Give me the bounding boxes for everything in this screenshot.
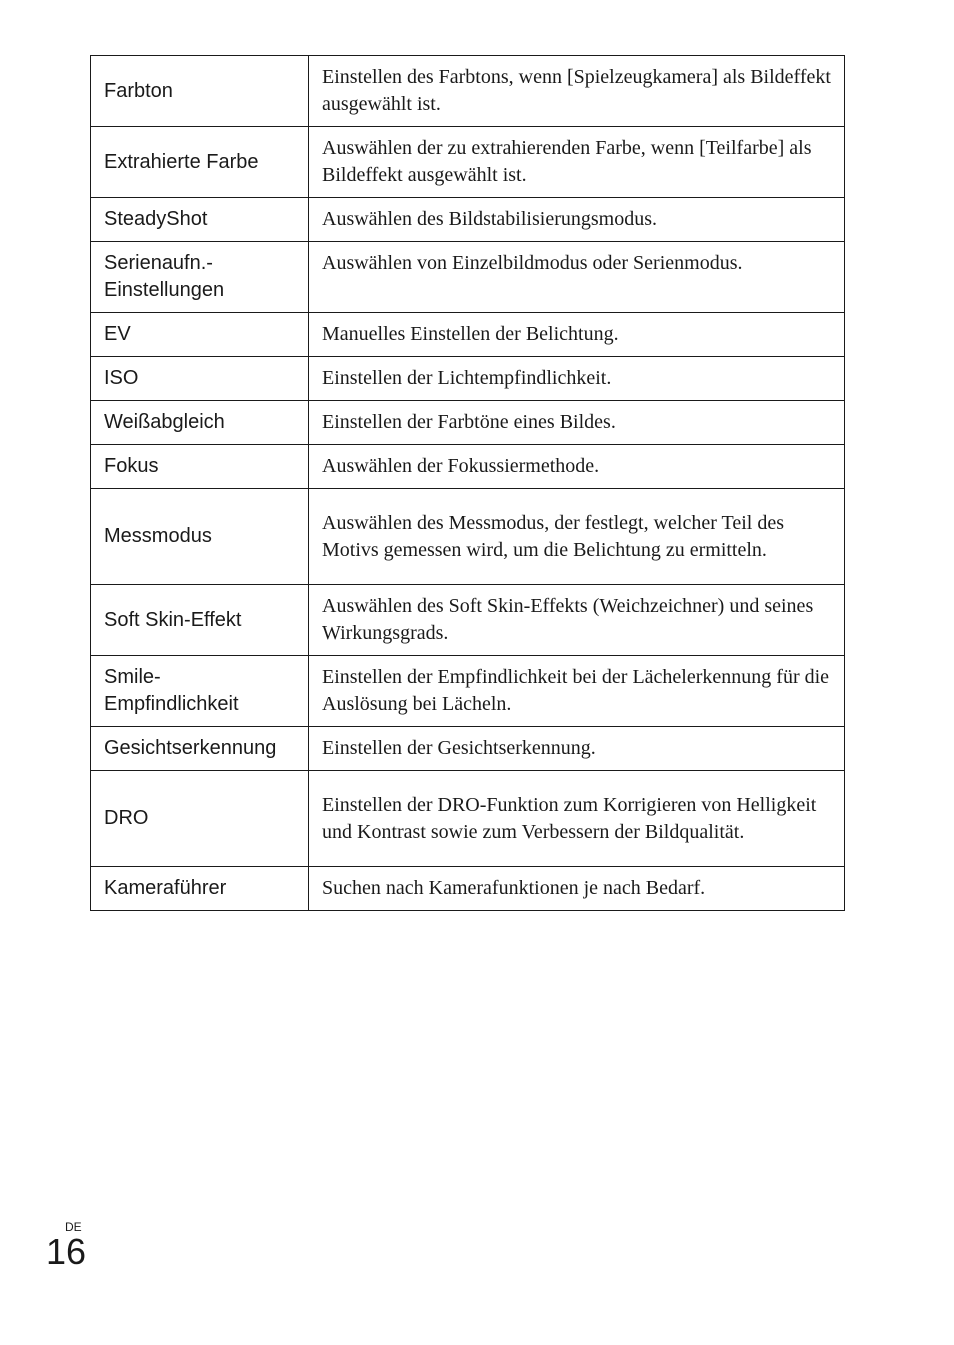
- table-row: [91, 313, 845, 357]
- setting-description: Einstellen der Lichtempfindlichkeit.: [309, 357, 845, 401]
- table-row: [91, 867, 845, 911]
- setting-description: Auswählen der zu extrahierenden Farbe, wenn [Teilfarbe] als Bildeffekt ausgewählt ist.: [309, 127, 845, 198]
- setting-description: Auswählen des Messmodus, der festlegt, welcher Teil des Motivs gemessen wird, um die Belichtung zu ermitteln.: [309, 489, 845, 585]
- settings-table: [90, 55, 845, 911]
- table-row: [91, 656, 845, 727]
- setting-description: Auswählen der Fokussiermethode.: [309, 445, 845, 489]
- setting-description: Suchen nach Kamerafunktionen je nach Bedarf.: [309, 867, 845, 911]
- setting-description: Manuelles Einstellen der Belichtung.: [309, 313, 845, 357]
- table-row: [91, 727, 845, 771]
- setting-term: Extrahierte Farbe: [91, 127, 309, 198]
- table-row: [91, 242, 845, 313]
- language-code: DE: [65, 1220, 82, 1234]
- table-row: [91, 198, 845, 242]
- settings-table-body: [91, 56, 845, 911]
- setting-term: [91, 656, 309, 727]
- setting-term: ISO: [91, 357, 309, 401]
- setting-description: Auswählen des Soft Skin-Effekts (Weichzeichner) und seines Wirkungsgrads.: [309, 585, 845, 656]
- table-row: [91, 445, 845, 489]
- setting-term: Weißabgleich: [91, 401, 309, 445]
- setting-term: Fokus: [91, 445, 309, 489]
- table-row: [91, 489, 845, 585]
- setting-term: Gesichtserkennung: [91, 727, 309, 771]
- setting-term: [91, 242, 309, 313]
- setting-term: Messmodus: [91, 489, 309, 585]
- table-row: [91, 56, 845, 127]
- setting-description: Auswählen von Einzelbildmodus oder Serienmodus.: [309, 242, 845, 313]
- setting-term: Kameraführer: [91, 867, 309, 911]
- setting-term-line: Smile- Empfindlichkeit: [104, 666, 239, 715]
- setting-description: Auswählen des Bildstabilisierungsmodus.: [309, 198, 845, 242]
- page-number: 16: [46, 1231, 87, 1272]
- setting-term: SteadyShot: [91, 198, 309, 242]
- setting-term-line: Serienaufn.- Einstellungen: [104, 252, 225, 301]
- setting-term: Soft Skin-Effekt: [91, 585, 309, 656]
- setting-description: Einstellen der DRO-Funktion zum Korrigieren von Helligkeit und Kontrast sowie zum Verbessern der Bildqualität.: [309, 771, 845, 867]
- setting-description: Einstellen des Farbtons, wenn [Spielzeugkamera] als Bildeffekt ausgewählt ist.: [309, 56, 845, 127]
- setting-description: Einstellen der Farbtöne eines Bildes.: [309, 401, 845, 445]
- table-row: [91, 585, 845, 656]
- setting-term: EV: [91, 313, 309, 357]
- table-row: [91, 127, 845, 198]
- setting-term: DRO: [91, 771, 309, 867]
- table-row: [91, 401, 845, 445]
- setting-description: Einstellen der Empfindlichkeit bei der Lächelerkennung für die Auslösung bei Lächeln.: [309, 656, 845, 727]
- table-row: [91, 357, 845, 401]
- table-row: [91, 771, 845, 867]
- setting-description: Einstellen der Gesichtserkennung.: [309, 727, 845, 771]
- setting-term: Farbton: [91, 56, 309, 127]
